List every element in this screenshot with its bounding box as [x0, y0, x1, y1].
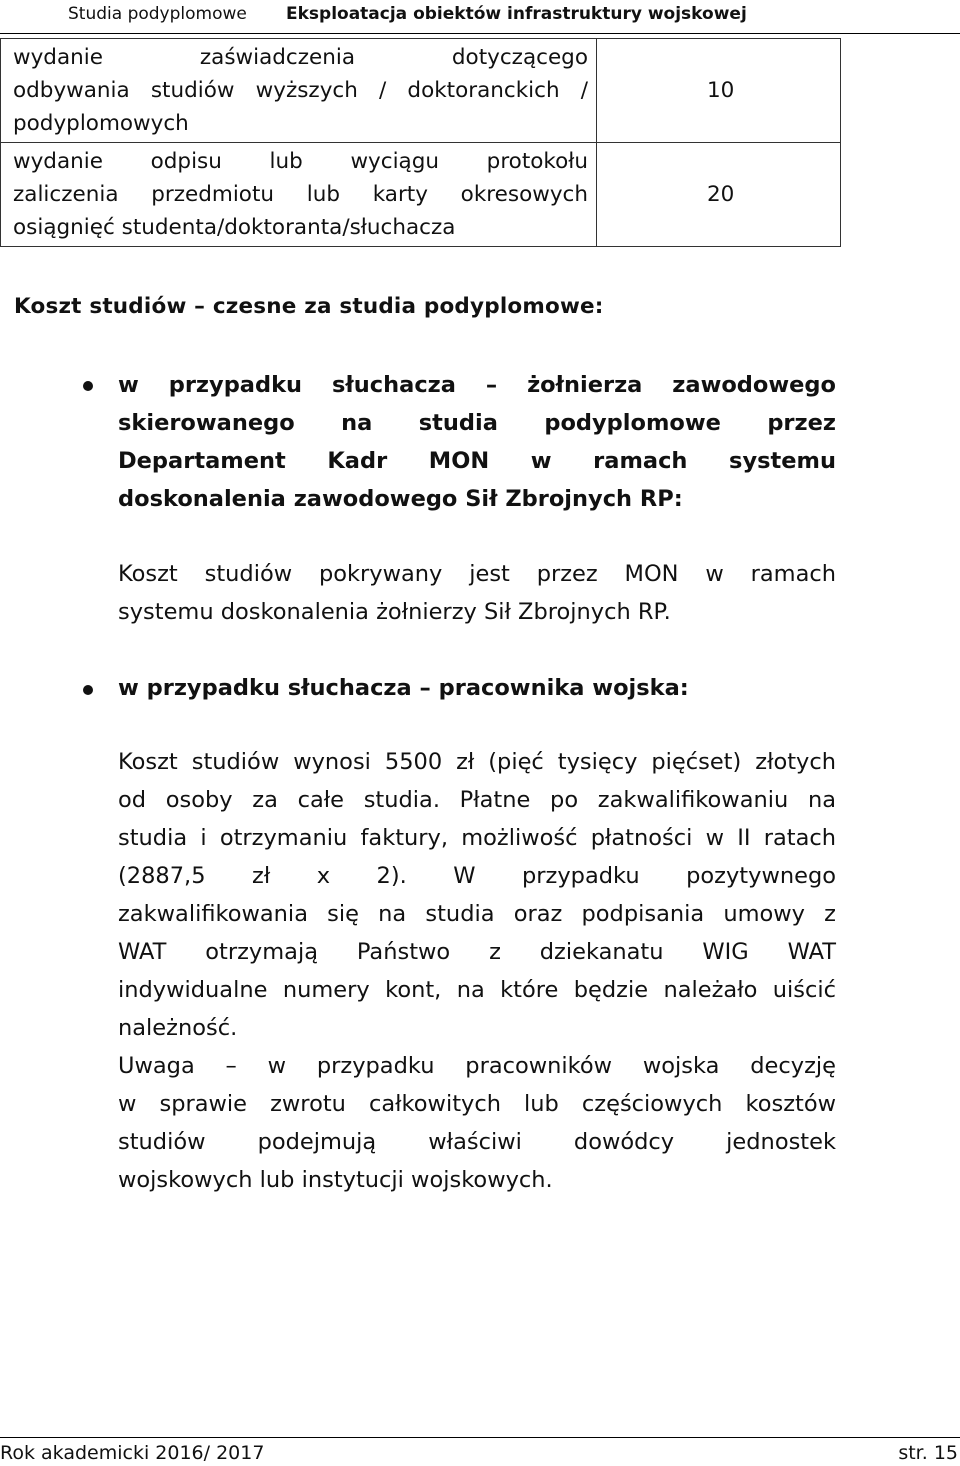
fee-value: 20: [597, 143, 841, 247]
employee-case-heading: [118, 669, 836, 707]
text-line: Koszt studiów pokrywany jest przez MON w ramach: [118, 561, 836, 587]
table-row: [1, 143, 841, 247]
text-line: doskonalenia zawodowego Sił Zbrojnych RP:: [118, 486, 683, 512]
text-line: Uwaga – w przypadku pracowników wojska decyzję: [118, 1053, 836, 1079]
fee-description: [1, 143, 597, 247]
header-title: Eksploatacja obiektów infrastruktury wojskowej: [286, 4, 747, 24]
cost-heading: Koszt studiów – czesne za studia podyplomowe:: [14, 294, 604, 319]
fees-table: [0, 38, 841, 247]
text-line: w przypadku słuchacza – pracownika wojska:: [118, 675, 689, 701]
text-line: wojskowych lub instytucji wojskowych.: [118, 1167, 553, 1193]
header-divider: [0, 33, 960, 34]
fee-description: [1, 39, 597, 143]
fee-description-line: podyplomowych: [13, 111, 189, 136]
text-line: od osoby za całe studia. Płatne po zakwalifikowaniu na: [118, 787, 836, 813]
page-number: str. 15: [898, 1442, 958, 1464]
text-line: studia i otrzymaniu faktury, możliwość płatności w II ratach: [118, 825, 836, 851]
fee-description-line: zaliczenia przedmiotu lub karty okresowych: [13, 182, 588, 207]
employee-case-body: [118, 743, 836, 1199]
table-row: [1, 39, 841, 143]
bullet-icon: [83, 685, 93, 695]
header-program: Studia podyplomowe: [68, 4, 247, 24]
text-line: skierowanego na studia podyplomowe przez: [118, 410, 836, 436]
academic-year: Rok akademicki 2016/ 2017: [0, 1442, 265, 1464]
fee-description-line: wydanie zaświadczenia dotyczącego: [13, 45, 588, 70]
text-line: Departament Kadr MON w ramach systemu: [118, 448, 836, 474]
text-line: Koszt studiów wynosi 5500 zł (pięć tysięcy pięćset) złotych: [118, 749, 836, 775]
text-line: indywidualne numery kont, na które będzie należało uiścić: [118, 977, 836, 1003]
footer-divider: [0, 1437, 960, 1438]
fee-description-line: osiągnięć studenta/doktoranta/słuchacza: [13, 215, 456, 240]
fee-description-line: wydanie odpisu lub wyciągu protokołu: [13, 149, 588, 174]
text-line: w przypadku słuchacza – żołnierza zawodowego: [118, 372, 836, 398]
text-line: WAT otrzymają Państwo z dziekanatu WIG WAT: [118, 939, 836, 965]
text-line: systemu doskonalenia żołnierzy Sił Zbrojnych RP.: [118, 599, 671, 625]
soldier-case-body: [118, 555, 836, 631]
soldier-case-heading: [118, 366, 836, 518]
text-line: zakwalifikowania się na studia oraz podpisania umowy z: [118, 901, 836, 927]
page-header: [0, 0, 960, 30]
text-line: należność.: [118, 1015, 238, 1041]
fee-description-line: odbywania studiów wyższych / doktoranckich /: [13, 78, 588, 103]
text-line: studiów podejmują właściwi dowódcy jednostek: [118, 1129, 836, 1155]
text-line: (2887,5 zł x 2). W przypadku pozytywnego: [118, 863, 836, 889]
fee-value: 10: [597, 39, 841, 143]
text-line: w sprawie zwrotu całkowitych lub częściowych kosztów: [118, 1091, 836, 1117]
bullet-icon: [83, 381, 93, 391]
